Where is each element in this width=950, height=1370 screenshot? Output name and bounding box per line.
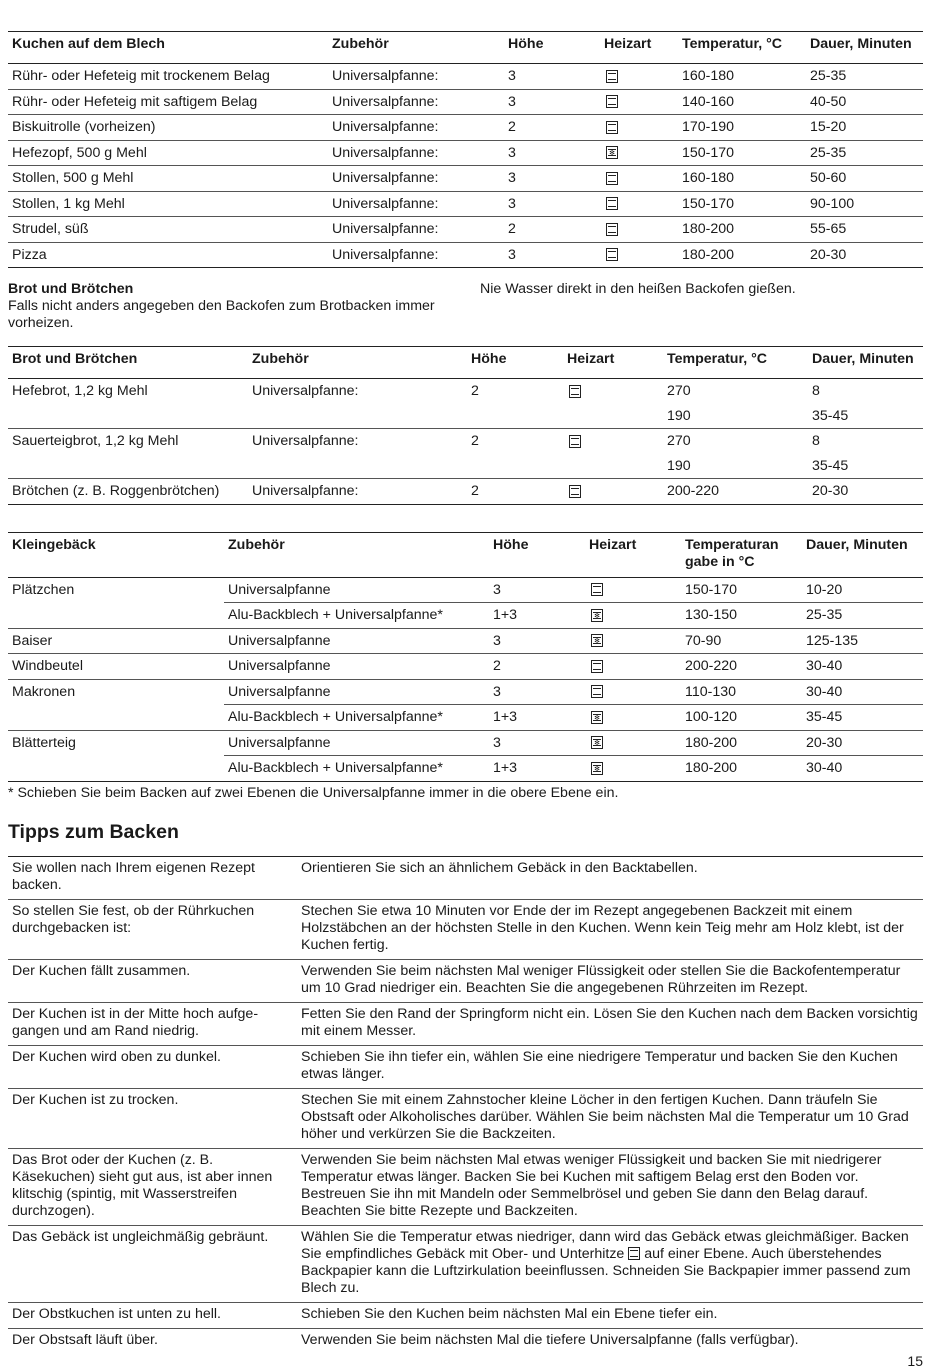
tip-row: [8, 1088, 923, 1148]
duration-cell: 35-45: [812, 407, 849, 424]
top-bottom-heat-icon: [606, 197, 618, 210]
col-header: Zubehör: [332, 36, 389, 52]
level-cell: 2: [508, 119, 516, 135]
heat-cell: [600, 217, 678, 243]
duration-cell: 25-35: [810, 144, 847, 161]
accessory-cell: Universalpfanne:: [332, 221, 439, 237]
item-name: Makronen: [12, 683, 76, 700]
tips-title: Tipps zum Backen: [8, 820, 179, 843]
col-header: Höhe: [493, 536, 529, 553]
duration-cell: 55-65: [810, 221, 847, 237]
temperature-cell: 150-170: [682, 195, 735, 212]
level-cell: 3: [489, 679, 585, 705]
cakes-table: [8, 31, 923, 268]
level-cell: 3: [489, 628, 585, 654]
heat-cell: [600, 166, 678, 192]
col-header: Kleingebäck: [12, 536, 96, 553]
tip-answer: Orientieren Sie sich an ähnlichem Gebäck in den Backtabellen.: [301, 859, 698, 876]
col-header: Dauer, Minuten: [810, 36, 912, 52]
top-bottom-heat-icon: [591, 583, 603, 596]
top-bottom-heat-icon: [569, 385, 581, 398]
heat-cell: [585, 628, 681, 654]
small-pastry-table-header: [8, 532, 923, 577]
item-name: Biskuitrolle (vorheizen): [12, 119, 156, 135]
duration-cell: 30-40: [802, 654, 923, 680]
temperature-cell: 150-170: [681, 577, 802, 603]
duration-cell: 20-30: [810, 246, 847, 263]
item-name: Rühr- oder Hefeteig mit saftigem Belag: [12, 93, 258, 110]
table-row: [8, 756, 923, 782]
duration-cell: 30-40: [802, 756, 923, 782]
accessory-cell: Universalpfanne:: [332, 246, 439, 263]
temperature-cell: 160-180: [682, 170, 735, 186]
table-row: [8, 379, 923, 404]
tips-table: [8, 856, 923, 1354]
table-row: [8, 64, 923, 90]
hot-air-icon: ✻: [591, 762, 603, 775]
table-row: [8, 603, 923, 629]
tip-answer-part: Wählen Sie die Temperatur etwas niedriger, dann wird das Gebäck etwas gleichmäßiger. Backen Sie empfindliches Gebäck mit Ober- und Unterhitze: [301, 1228, 909, 1262]
col-header: Temperatur, °C: [667, 351, 768, 367]
small-pastry-table: [8, 532, 923, 782]
tip-row: [8, 1148, 923, 1225]
tip-question: Sie wollen nach Ihrem eigenen Rezept backen.: [12, 859, 255, 893]
tip-answer: Stechen Sie etwa 10 Minuten vor Ende der im Rezept angegebenen Backzeit mit einem Holzstäbchen an der höchsten Stelle in den Kuchen. Wenn kein Teig mehr am Holz klebt, ist der Kuchen fertig.: [301, 902, 904, 953]
temperature-cell: 180-200: [681, 756, 802, 782]
col-header: Temperaturan gabe in °C: [685, 536, 779, 570]
col-header: Brot und Brötchen: [12, 351, 138, 367]
tip-row: [8, 1045, 923, 1088]
accessory-cell: Universalpfanne:: [252, 483, 359, 499]
accessory-cell: Universalpfanne:: [332, 119, 439, 135]
temperature-cell: 180-200: [681, 730, 802, 756]
col-header: Dauer, Minuten: [806, 536, 908, 553]
tip-question: Der Kuchen ist in der Mitte hoch aufgegangen und am Rand niedrig.: [12, 1005, 259, 1039]
top-bottom-heat-icon: [591, 660, 603, 673]
temperature-cell: 180-200: [682, 221, 735, 237]
table-row: [8, 479, 923, 505]
accessory-cell: Alu-Backblech + Universalpfanne*: [224, 603, 489, 629]
top-bottom-heat-icon: [606, 248, 618, 261]
footnote: * Schieben Sie beim Backen auf zwei Ebenen die Universalpfanne immer in die obere Ebene ein.: [8, 784, 619, 801]
tip-answer: [297, 1225, 923, 1302]
tip-answer: Verwenden Sie beim nächsten Mal weniger Flüssigkeit oder stellen Sie die Backofentemperatur um 10 Grad niedriger ein. Beachten Sie die angegebenen Rührzeiten im Rezept.: [301, 962, 901, 996]
accessory-cell: Universalpfanne:: [252, 433, 359, 449]
item-name: [8, 756, 224, 782]
temperature-cell: 200-220: [667, 483, 720, 499]
bread-table: [8, 346, 923, 505]
heat-cell: [600, 191, 678, 217]
item-name: Windbeutel: [8, 654, 224, 680]
heat-cell: [600, 64, 678, 90]
col-header: Heizart: [604, 36, 652, 52]
tip-answer: Fetten Sie den Rand der Springform nicht ein. Lösen Sie den Kuchen nach dem Backen vorsichtig mit einem Messer.: [301, 1005, 918, 1039]
col-header: Höhe: [471, 351, 507, 367]
item-name: Baiser: [8, 628, 224, 654]
temperature-cell: 150-170: [682, 144, 735, 161]
hot-air-icon: ✻: [591, 736, 603, 749]
empty-cell: [248, 454, 467, 479]
heat-cell: [563, 379, 663, 404]
empty-cell: [563, 454, 663, 479]
temperature-cell: 70-90: [681, 628, 802, 654]
top-bottom-heat-icon: [606, 172, 618, 185]
duration-cell: 10-20: [802, 577, 923, 603]
top-bottom-heat-icon: [569, 485, 581, 498]
duration-cell: 30-40: [802, 679, 923, 705]
col-header: Kuchen auf dem Blech: [12, 36, 165, 52]
heat-cell: [600, 89, 678, 115]
bread-intro-title: Brot und Brötchen: [8, 281, 134, 297]
item-name: Blätterteig: [12, 734, 76, 751]
table-row: [8, 679, 923, 705]
temperature-cell: 130-150: [681, 603, 802, 629]
table-row: [8, 628, 923, 654]
bread-intro-text: Falls nicht anders angegeben den Backofen zum Brotbacken immer vorheizen.: [8, 298, 435, 331]
col-header: Dauer, Minuten: [812, 351, 914, 367]
tip-row: [8, 1002, 923, 1045]
page-content: [8, 31, 923, 1354]
temperature-cell: 270: [667, 433, 691, 449]
level-cell: 1+3: [489, 756, 585, 782]
top-bottom-heat-icon: [606, 121, 618, 134]
empty-cell: [248, 404, 467, 429]
table-row: [8, 730, 923, 756]
empty-cell: [563, 404, 663, 429]
level-cell: 3: [508, 93, 516, 110]
tip-row: [8, 1225, 923, 1302]
col-header: Heizart: [567, 351, 615, 367]
heat-cell: [563, 429, 663, 454]
item-name: Pizza: [12, 246, 47, 263]
heat-cell: [585, 654, 681, 680]
heat-cell: [585, 603, 681, 629]
item-name: Rühr- oder Hefeteig mit trockenem Belag: [12, 68, 270, 84]
duration-cell: 25-35: [810, 68, 847, 84]
temperature-cell: 100-120: [681, 705, 802, 731]
accessory-cell: Alu-Backblech + Universalpfanne*: [224, 756, 489, 782]
duration-cell: 90-100: [810, 195, 855, 212]
level-cell: 1+3: [489, 603, 585, 629]
item-name: Strudel, süß: [12, 221, 89, 237]
accessory-cell: Universalpfanne:: [332, 195, 439, 212]
empty-cell: [467, 454, 563, 479]
heat-cell: [585, 730, 681, 756]
bread-intro: [8, 268, 923, 346]
level-cell: 3: [489, 577, 585, 603]
accessory-cell: Universalpfanne:: [332, 93, 439, 110]
temperature-cell: 190: [667, 457, 691, 474]
temperature-cell: 140-160: [682, 93, 735, 110]
tip-question: Das Gebäck ist ungleichmäßig gebräunt.: [12, 1228, 269, 1245]
item-name: Sauerteigbrot, 1,2 kg Mehl: [12, 433, 179, 449]
duration-cell: 125-135: [802, 628, 923, 654]
table-row: [8, 242, 923, 268]
table-row: [8, 89, 923, 115]
item-name: Brötchen (z. B. Roggenbrötchen): [12, 483, 220, 499]
level-cell: 3: [508, 144, 516, 161]
tip-question: Der Obstsaft läuft über.: [12, 1331, 158, 1348]
duration-cell: 20-30: [812, 483, 849, 499]
duration-cell: 35-45: [812, 457, 849, 474]
temperature-cell: 270: [667, 383, 691, 399]
accessory-cell: Universalpfanne: [224, 628, 489, 654]
heat-cell: [585, 679, 681, 705]
tip-row: [8, 856, 923, 899]
table-row: [8, 404, 923, 429]
hot-air-icon: ✻: [591, 609, 603, 622]
temperature-cell: 110-130: [681, 679, 802, 705]
empty-cell: [8, 404, 248, 429]
level-cell: 2: [508, 221, 516, 237]
bread-table-header: [8, 347, 923, 379]
level-cell: 2: [471, 433, 479, 449]
top-bottom-heat-icon: [569, 435, 581, 448]
bread-intro-note: Nie Wasser direkt in den heißen Backofen gießen.: [480, 281, 796, 297]
page-number: 15: [907, 1353, 923, 1369]
heat-cell: [600, 242, 678, 268]
table-row: [8, 217, 923, 243]
temperature-cell: 170-190: [682, 119, 735, 135]
table-row: [8, 454, 923, 479]
duration-cell: 8: [812, 383, 820, 399]
col-header: Temperatur, °C: [682, 36, 783, 52]
top-bottom-heat-icon: [591, 685, 603, 698]
hot-air-icon: ✻: [591, 634, 603, 647]
accessory-cell: Universalpfanne: [224, 654, 489, 680]
level-cell: 3: [489, 730, 585, 756]
accessory-cell: Universalpfanne:: [332, 170, 439, 186]
duration-cell: 15-20: [810, 119, 847, 135]
table-row: [8, 140, 923, 166]
tip-question: So stellen Sie fest, ob der Rührkuchen durchgebacken ist:: [12, 902, 255, 936]
table-row: [8, 166, 923, 192]
level-cell: 1+3: [489, 705, 585, 731]
col-header: Zubehör: [228, 536, 285, 553]
level-cell: 3: [508, 68, 516, 84]
item-name: [8, 603, 224, 629]
item-name: [8, 705, 224, 731]
tip-question: Der Obstkuchen ist unten zu hell.: [12, 1305, 221, 1322]
table-row: [8, 429, 923, 454]
tip-question: Der Kuchen wird oben zu dunkel.: [12, 1048, 221, 1065]
top-bottom-heat-icon: [628, 1247, 640, 1260]
heat-cell: [585, 756, 681, 782]
tip-answer: Verwenden Sie beim nächsten Mal etwas weniger Flüssigkeit und backen Sie mit niedrigerer Temperatur etwas länger. Backen Sie bei Kuchen mit saftigem Belag erst den Boden vor. Bestreuen Sie ihn mit Mandeln oder Semmelbrösel und geben Sie dann den Belag darauf. Beachten Sie bitte Rezepte und Backzeiten.: [301, 1151, 882, 1219]
level-cell: 2: [471, 483, 479, 499]
tip-row: [8, 1328, 923, 1354]
level-cell: 2: [471, 383, 479, 399]
heat-cell: [563, 479, 663, 505]
tip-answer: Stechen Sie mit einem Zahnstocher kleine Löcher in den fertigen Kuchen. Dann träufeln Sie Obstsaft oder Alkoholisches darüber. Wählen Sie beim nächsten Mal die Temperatur um 10 Grad höher und verkürzen Sie die Backzeiten.: [301, 1091, 909, 1142]
table-row: [8, 577, 923, 603]
tip-question: Der Kuchen ist zu trocken.: [12, 1091, 179, 1108]
accessory-cell: Universalpfanne:: [252, 383, 359, 399]
item-name: Hefezopf, 500 g Mehl: [12, 144, 147, 161]
accessory-cell: Universalpfanne: [224, 577, 489, 603]
accessory-cell: Universalpfanne: [224, 679, 489, 705]
tip-question: Das Brot oder der Kuchen (z. B. Käsekuchen) sieht gut aus, ist aber innen klitschig (spintig, mit Wasserstreifen durchzogen).: [12, 1151, 273, 1219]
tip-row: [8, 959, 923, 1002]
top-bottom-heat-icon: [606, 70, 618, 83]
temperature-cell: 190: [667, 407, 691, 424]
level-cell: 3: [508, 195, 516, 212]
duration-cell: 35-45: [802, 705, 923, 731]
top-bottom-heat-icon: [606, 223, 618, 236]
item-name: Stollen, 500 g Mehl: [12, 170, 134, 186]
item-name: Plätzchen: [12, 581, 75, 598]
hot-air-icon: ✻: [591, 711, 603, 724]
level-cell: 2: [489, 654, 585, 680]
heat-cell: [600, 115, 678, 141]
heat-cell: [585, 705, 681, 731]
table-row: [8, 705, 923, 731]
tip-row: [8, 899, 923, 959]
table-row: [8, 654, 923, 680]
accessory-cell: Universalpfanne: [224, 730, 489, 756]
temperature-cell: 180-200: [682, 246, 735, 263]
empty-cell: [467, 404, 563, 429]
item-name: Hefebrot, 1,2 kg Mehl: [12, 383, 148, 399]
level-cell: 3: [508, 246, 516, 263]
accessory-cell: Universalpfanne:: [332, 144, 439, 161]
duration-cell: 8: [812, 433, 820, 449]
top-bottom-heat-icon: [606, 95, 618, 108]
empty-cell: [8, 454, 248, 479]
duration-cell: 25-35: [802, 603, 923, 629]
tip-answer-part: auf einer Ebene. Auch überstehendes Backpapier kann die Luftzirkulation beeinflussen. Schneiden Sie Backpapier immer passend zum Blech zu.: [301, 1245, 911, 1296]
level-cell: 3: [508, 170, 516, 186]
duration-cell: 40-50: [810, 93, 847, 110]
item-name: Stollen, 1 kg Mehl: [12, 195, 125, 212]
col-header: Heizart: [589, 536, 637, 553]
heat-cell: [585, 577, 681, 603]
accessory-cell: Alu-Backblech + Universalpfanne*: [224, 705, 489, 731]
tip-answer: Schieben Sie den Kuchen beim nächsten Mal ein Ebene tiefer ein.: [301, 1305, 718, 1322]
hot-air-icon: ✻: [606, 146, 618, 159]
duration-cell: 20-30: [802, 730, 923, 756]
accessory-cell: Universalpfanne:: [332, 68, 439, 84]
col-header: Zubehör: [252, 351, 309, 367]
heat-cell: [600, 140, 678, 166]
table-row: [8, 115, 923, 141]
temperature-cell: 160-180: [682, 68, 735, 84]
tip-question: Der Kuchen fällt zusammen.: [12, 962, 191, 979]
temperature-cell: 200-220: [681, 654, 802, 680]
cakes-table-header: [8, 32, 923, 64]
tip-answer: Verwenden Sie beim nächsten Mal die tiefere Universalpfanne (falls verfügbar).: [301, 1331, 799, 1348]
tip-answer: Schieben Sie ihn tiefer ein, wählen Sie eine niedrigere Temperatur und backen Sie den Kuchen etwas länger.: [301, 1048, 898, 1082]
table-row: [8, 191, 923, 217]
tip-row: [8, 1302, 923, 1328]
col-header: Höhe: [508, 36, 544, 52]
duration-cell: 50-60: [810, 170, 847, 186]
